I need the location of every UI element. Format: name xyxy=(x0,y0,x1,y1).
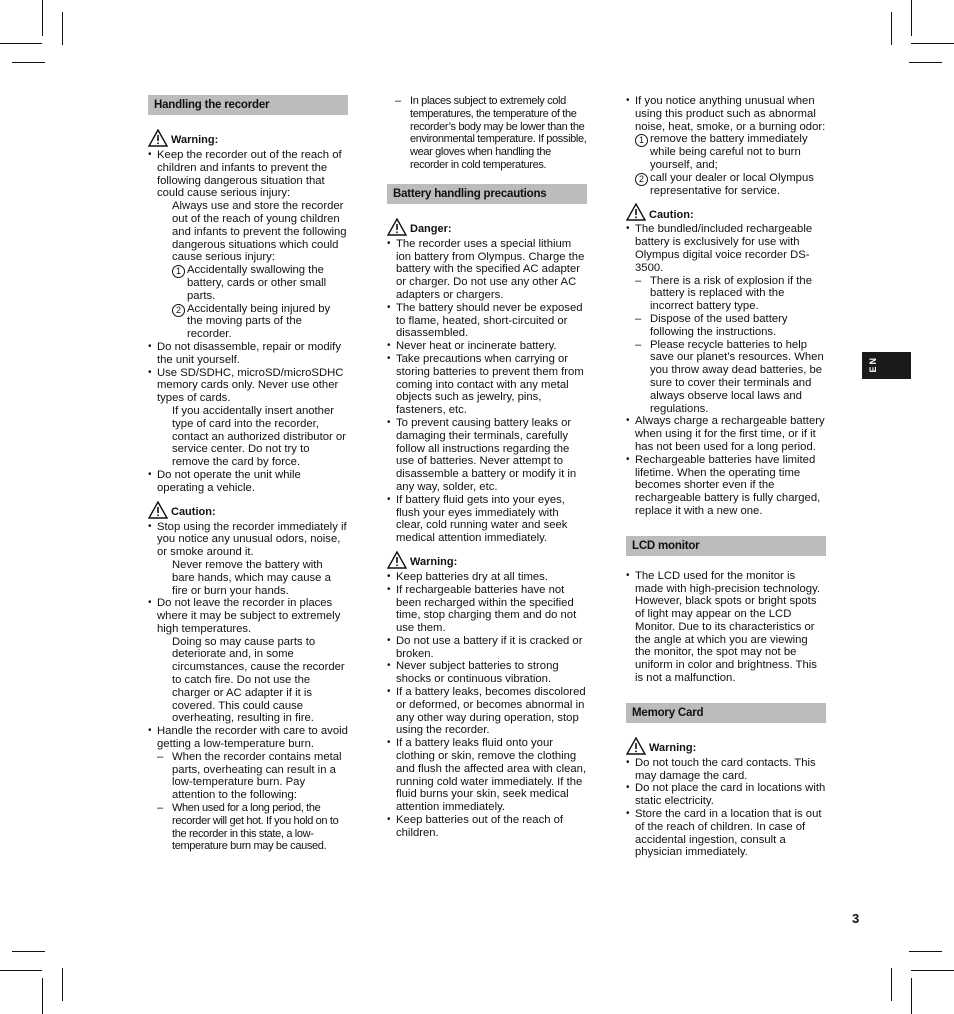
section-heading-lcd: LCD monitor xyxy=(626,536,826,556)
warning-triangle-icon xyxy=(148,129,168,147)
list-item: • The LCD used for the monitor is made with high-precision technology. However, black spots or bright spots of light may appear on the LCD Monitor. Due to its characteristics or the angle at which you are viewing the monitor, the spot may not be uniform in color and brightness. This is not a malfunction. xyxy=(626,570,826,685)
section-heading-battery: Battery handling precautions xyxy=(387,184,587,204)
lcd-list xyxy=(626,570,826,685)
warning-label: Warning: xyxy=(410,556,458,569)
crop-mark xyxy=(42,978,43,1014)
crop-mark xyxy=(0,43,42,44)
warning-list xyxy=(148,149,348,495)
list-item: • Do not touch the card contacts. This may damage the card. xyxy=(626,757,826,783)
caution-list xyxy=(626,223,826,517)
crop-mark xyxy=(42,0,43,36)
numbered-item: 2 call your dealer or local Olympus representative for service. xyxy=(635,172,826,198)
numbered-item: 1 Accidentally swallowing the battery, cards or other small parts. xyxy=(172,264,348,302)
page-number: 3 xyxy=(852,911,860,926)
list-item: • Take precautions when carrying or storing batteries to prevent them from coming into contact with any metal objects such as jewelry, pins, fasteners, etc. xyxy=(387,353,587,417)
section-heading-handling: Handling the recorder xyxy=(148,95,348,115)
sub-text: Never remove the battery with bare hands, which may cause a fire or burn your hands. xyxy=(172,558,331,597)
warning-triangle-icon xyxy=(626,737,646,755)
language-tab: EN xyxy=(862,352,911,379)
list-item: • If rechargeable batteries have not been recharged within the specified time, stop charging them and do not use them. xyxy=(387,584,587,635)
list-item: • Keep batteries out of the reach of children. xyxy=(387,814,587,840)
list-item: • The bundled/included rechargeable battery is exclusively for use with Olympus digital voice recorder DS-3500. – There is a risk of explosion if the battery is replaced with the incorrect battery type. – Dispose of the used battery following the instructions. – Please recycle batteries to help save our planet’s resources. When you throw away dead batteries, be sure to cover their terminals and always observe local laws and regulations. xyxy=(626,223,826,415)
caution-heading xyxy=(626,203,826,221)
list-item: • Stop using the recorder immediately if you notice any unusual odors, noise, or smoke around it. Never remove the battery with bare hands, which may cause a fire or burn your hands. xyxy=(148,521,348,598)
warning-list xyxy=(387,571,587,840)
dash-item: – Please recycle batteries to help save our planet’s resources. When you throw away dead batteries, be sure to cover their terminals and always observe local laws and regulations. xyxy=(635,339,826,416)
numbered-item: 2 Accidentally being injured by the moving parts of the recorder. xyxy=(172,303,348,341)
list-item: • Keep the recorder out of the reach of children and infants to prevent the following dangerous situation that could cause serious injury: Always use and store the recorder out of the reach of young children and infants to prevent the following dangerous situations which could cause serious injury: 1 Accidentally swallowing the battery, cards or other small parts. 2 Accidentally being injured by the moving parts of the recorder. xyxy=(148,149,348,341)
warning-heading xyxy=(387,551,587,569)
warning-heading xyxy=(626,737,826,755)
list-item: • Handle the recorder with care to avoid getting a low-temperature burn. – When the recorder contains metal parts, overheating can result in a low-temperature burn. Pay attention to the following: – When used for a long period, the recorder will get hot. If you hold on to the recorder in this state, a low-temperature burn may be caused. xyxy=(148,725,348,853)
crop-mark xyxy=(891,968,892,1001)
list-item: • The battery should never be exposed to flame, heated, short-circuited or disassembled. xyxy=(387,302,587,340)
warning-label: Warning: xyxy=(171,134,219,147)
list-item: • Do not operate the unit while operating a vehicle. xyxy=(148,469,348,495)
list-item: • If a battery leaks, becomes discolored or deformed, or becomes abnormal in any other way during operation, stop using the recorder. xyxy=(387,686,587,737)
memory-warning-list xyxy=(626,757,826,859)
dash-item: – When the recorder contains metal parts, overheating can result in a low-temperature burn. Pay attention to the following: xyxy=(157,751,348,802)
danger-heading xyxy=(387,218,587,236)
list-item: • If a battery leaks fluid onto your clothing or skin, remove the clothing and flush the affected area with clean, running cold water immediately. If the fluid burns your skin, seek medical attention immediately. xyxy=(387,737,587,814)
warning-label: Warning: xyxy=(649,742,697,755)
danger-triangle-icon xyxy=(387,218,407,236)
crop-mark xyxy=(911,970,954,971)
continued-list xyxy=(626,95,826,197)
list-item: • Use SD/SDHC, microSD/microSDHC memory cards only. Never use other types of cards. If you accidentally insert another type of card into the recorder, contact an authorized distributor or service center. Do not try to remove the card by force. xyxy=(148,367,348,469)
list-item: • To prevent causing battery leaks or damaging their terminals, carefully follow all instructions regarding the use of batteries. Never attempt to disassemble a battery or modify it in any way, solder, etc. xyxy=(387,417,587,494)
column-3 xyxy=(626,95,826,859)
caution-list xyxy=(148,521,348,854)
dash-item: – Dispose of the used battery following the instructions. xyxy=(635,313,826,339)
list-item: • If battery fluid gets into your eyes, flush your eyes immediately with clear, cold running water and seek medical attention immediately. xyxy=(387,494,587,545)
list-item: • Store the card in a location that is out of the reach of children. In case of accidental ingestion, consult a physician immediately. xyxy=(626,808,826,859)
caution-heading xyxy=(148,501,348,519)
list-item: • Do not place the card in locations with static electricity. xyxy=(626,782,826,808)
dash-item: – When used for a long period, the recorder will get hot. If you hold on to the recorder in this state, a low-temperature burn may be caused. xyxy=(157,802,348,853)
crop-mark xyxy=(12,62,45,63)
warning-heading xyxy=(148,129,348,147)
crop-mark xyxy=(891,12,892,45)
crop-mark xyxy=(911,0,912,36)
crop-mark xyxy=(911,978,912,1014)
crop-mark xyxy=(12,951,45,952)
crop-mark xyxy=(0,970,42,971)
list-item: • The recorder uses a special lithium ion battery from Olympus. Charge the battery with the specified AC adapter or charger. Do not use any other AC adapters or chargers. xyxy=(387,238,587,302)
sub-text: If you accidentally insert another type of card into the recorder, contact an authorized distributor or service center. Do not try to remove the card by force. xyxy=(172,404,346,469)
danger-list xyxy=(387,238,587,545)
list-item: • If you notice anything unusual when using this product such as abnormal noise, heat, smoke, or a burning odor: 1 remove the battery immediately while being careful not to burn yourself, and; 2 call your dealer or local Olympus representative for service. xyxy=(626,95,826,197)
list-item: • Do not disassemble, repair or modify the unit yourself. xyxy=(148,341,348,367)
crop-mark xyxy=(62,12,63,45)
list-item: • Do not leave the recorder in places where it may be subject to extremely high temperatures. Doing so may cause parts to deteriorate and, in some circumstances, cause the recorder to catch fire. Do not use the charger or AC adapter if it is covered. This could cause overheating, resulting in fire. xyxy=(148,597,348,725)
caution-triangle-icon xyxy=(626,203,646,221)
list-item: • Always charge a rechargeable battery when using it for the first time, or if it has not been used for a long period. xyxy=(626,415,826,453)
column-1 xyxy=(148,95,348,853)
warning-triangle-icon xyxy=(387,551,407,569)
crop-mark xyxy=(62,968,63,1001)
crop-mark xyxy=(909,62,942,63)
caution-label: Caution: xyxy=(171,505,216,518)
list-item: • Rechargeable batteries have limited lifetime. When the operating time becomes shorter even if the rechargeable battery is fully charged, replace it with a new one. xyxy=(626,454,826,518)
dash-item: – In places subject to extremely cold temperatures, the temperature of the recorder’s body may be lower than the environmental temperature. If possible, wear gloves when handling the recorder in cold temperatures. xyxy=(395,95,587,172)
dash-item: – There is a risk of explosion if the battery is replaced with the incorrect battery type. xyxy=(635,275,826,313)
list-item: • Do not use a battery if it is cracked or broken. xyxy=(387,635,587,661)
sub-text: Doing so may cause parts to deteriorate and, in some circumstances, cause the recorder to catch fire. Do not use the charger or AC adapter if it is covered. This could cause overheating, resulting in fire. xyxy=(172,635,345,725)
column-2 xyxy=(387,95,587,840)
caution-triangle-icon xyxy=(148,501,168,519)
list-item: • Keep batteries dry at all times. xyxy=(387,571,587,584)
sub-text: Always use and store the recorder out of the reach of young children and infants to prevent the following dangerous situations which could cause serious injury: xyxy=(172,200,347,264)
caution-label: Caution: xyxy=(649,208,694,221)
section-heading-memory-card: Memory Card xyxy=(626,703,826,723)
list-item: • Never heat or incinerate battery. xyxy=(387,340,587,353)
numbered-item: 1 remove the battery immediately while being careful not to burn yourself, and; xyxy=(635,133,826,171)
crop-mark xyxy=(911,43,954,44)
list-item: • Never subject batteries to strong shocks or continuous vibration. xyxy=(387,660,587,686)
danger-label: Danger: xyxy=(410,222,452,235)
crop-mark xyxy=(909,951,942,952)
